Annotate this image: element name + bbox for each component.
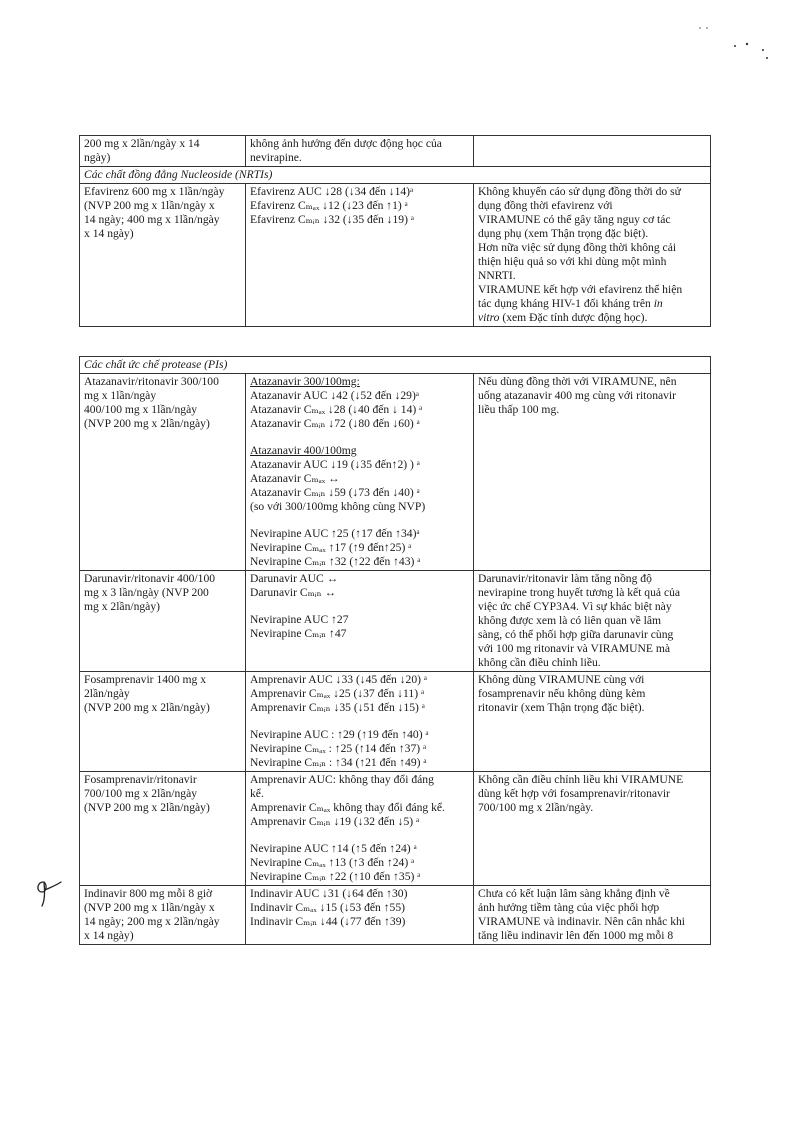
recommendation-cell: Nếu dùng đồng thời với VIRAMUNE, nên uống atazanavir 400 mg cùng với ritonavir liều thấp 100 mg. [474,374,711,571]
section-title-pi: Các chất ức chế protease (PIs) [80,357,711,374]
interaction-table-pi [79,356,711,945]
drug-cell: Fosamprenavir 1400 mg x 2lần/ngày (NVP 200 mg x 2lần/ngày) [80,672,246,772]
drug-cell: Fosamprenavir/ritonavir 700/100 mg x 2lần/ngày (NVP 200 mg x 2lần/ngày) [80,772,246,886]
table-row [80,374,711,571]
table-row [80,184,711,327]
table-row [80,136,711,167]
interaction-table-top [79,135,711,327]
table-row [80,672,711,772]
drug-cell: Atazanavir/ritonavir 300/100 mg x 1lần/ngày 400/100 mg x 1lần/ngày (NVP 200 mg x 2lần/ngày) [80,374,246,571]
section-header-row [80,357,711,374]
effect-cell: Amprenavir AUC ↓33 (↓45 đến ↓20) ᵃ Amprenavir Cₘₐₓ ↓25 (↓37 đến ↓11) ᵃ Amprenavir Cₘᵢₙ ↓35 (↓51 đến ↓15) ᵃ Nevirapine AUC : ↑29 (↑19 đến ↑40) ᵃ Nevirapine Cₘₐₓ : ↑25 (↑14 đến ↑37) ᵃ Nevirapine Cₘᵢₙ : ↑34 (↑21 đến ↑49) ᵃ [246,672,474,772]
table-row [80,571,711,672]
drug-cell: Indinavir 800 mg mỗi 8 giờ (NVP 200 mg x 1lần/ngày x 14 ngày; 200 mg x 2lần/ngày x 14 ngày) [80,886,246,945]
effect-cell: không ảnh hưởng đến dược động học của nevirapine. [246,136,474,167]
recommendation-cell [474,136,711,167]
effect-cell: Indinavir AUC ↓31 (↓64 đến ↑30) Indinavir Cₘₐₓ ↓15 (↓53 đến ↑55) Indinavir Cₘᵢₙ ↓44 (↓77 đến ↑39) [246,886,474,945]
recommendation-cell: Darunavir/ritonavir làm tăng nồng độ nevirapine trong huyết tương là kết quả của việc ức chế CYP3A4. Vì sự khác biệt này không được xem là có liên quan về lâm sàng, có thể phối hợp giữa darunavir cùng với 100 mg ritonavir và VIRAMUNE mà không cần điều chỉnh liều. [474,571,711,672]
recommendation-cell: Không dùng VIRAMUNE cùng với fosamprenavir nếu không dùng kèm ritonavir (xem Thận trọng đặc biệt). [474,672,711,772]
recommendation-cell: Không khuyến cáo sử dụng đồng thời do sử dụng đồng thời efavirenz với VIRAMUNE có thể gây tăng nguy cơ tác dụng phụ (xem Thận trọng đặc biệt). Hơn nữa việc sử dụng đồng thời không cải thiện hiệu quả so với khi dùng một mình NNRTI. VIRAMUNE kết hợp với efavirenz thể hiện tác dụng kháng HIV-1 đối kháng trên in vitro (xem Đặc tính dược động học). [474,184,711,327]
drug-cell: 200 mg x 2lần/ngày x 14 ngày) [80,136,246,167]
scan-specks [695,20,775,70]
recommendation-cell: Không cần điều chỉnh liều khi VIRAMUNE dùng kết hợp với fosamprenavir/ritonavir 700/100 mg x 2lần/ngày. [474,772,711,886]
section-title-nrti: Các chất đồng đẳng Nucleoside (NRTIs) [80,167,711,184]
handwritten-initial-mark [33,876,63,910]
recommendation-cell: Chưa có kết luận lâm sàng khẳng định về ảnh hưởng tiềm tàng của việc phối hợp VIRAMUNE và indinavir. Nên cân nhắc khi tăng liều indinavir lên đến 1000 mg mỗi 8 [474,886,711,945]
effect-cell: Amprenavir AUC: không thay đổi đáng kể. Amprenavir Cₘₐₓ không thay đổi đáng kể. Amprenavir Cₘᵢₙ ↓19 (↓32 đến ↓5) ᵃ Nevirapine AUC ↑14 (↑5 đến ↑24) ᵃ Nevirapine Cₘₐₓ ↑13 (↑3 đến ↑24) ᵃ Nevirapine Cₘᵢₙ ↑22 (↑10 đến ↑35) ᵃ [246,772,474,886]
table-row [80,886,711,945]
effect-cell: Efavirenz AUC ↓28 (↓34 đến ↓14)ᵃ Efavirenz Cₘₐₓ ↓12 (↓23 đến ↑1) ᵃ Efavirenz Cₘᵢₙ ↓32 (↓35 đến ↓19) ᵃ [246,184,474,327]
section-header-row [80,167,711,184]
drug-cell: Efavirenz 600 mg x 1lần/ngày (NVP 200 mg x 1lần/ngày x 14 ngày; 400 mg x 1lần/ngày x 14 ngày) [80,184,246,327]
effect-cell: Atazanavir 300/100mg: Atazanavir AUC ↓42 (↓52 đến ↓29)ᵃ Atazanavir Cₘₐₓ ↓28 (↓40 đến ↓ 14) ᵃ Atazanavir Cₘᵢₙ ↓72 (↓80 đến ↓60) ᵃ Atazanavir 400/100mg Atazanavir AUC ↓19 (↓35 đến↑2) ) ᵃ Atazanavir Cₘₐₓ ↔ Atazanavir Cₘᵢₙ ↓59 (↓73 đến ↓40) ᵃ (so với 300/100mg không cùng NVP) Nevirapine AUC ↑25 (↑17 đến ↑34)ᵃ Nevirapine Cₘₐₓ ↑17 (↑9 đến↑25) ᵃ Nevirapine Cₘᵢₙ ↑32 (↑22 đến ↑43) ᵃ [246,374,474,571]
table-row [80,772,711,886]
drug-cell: Darunavir/ritonavir 400/100 mg x 3 lần/ngày (NVP 200 mg x 2lần/ngày) [80,571,246,672]
effect-cell: Darunavir AUC ↔ Darunavir Cₘᵢₙ ↔ Nevirapine AUC ↑27 Nevirapine Cₘᵢₙ ↑47 [246,571,474,672]
